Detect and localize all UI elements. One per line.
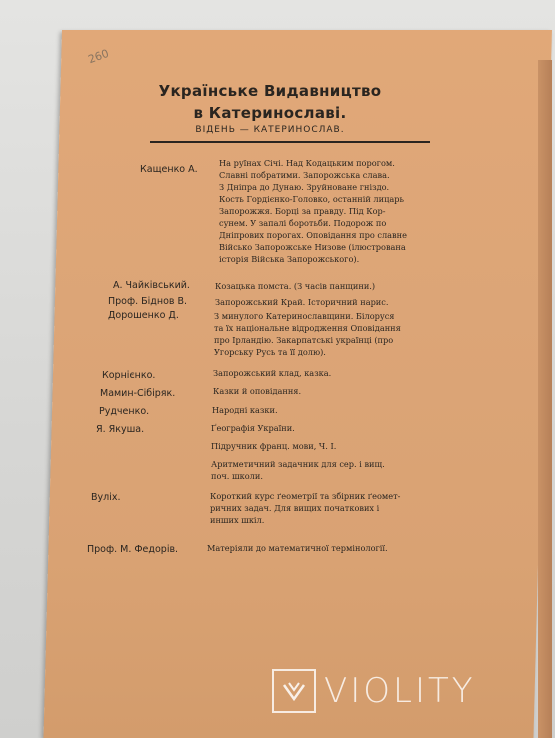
books-mamin-sibiriak: Казки й оповідання. xyxy=(213,386,302,396)
author-mamin-sibiriak: Мамин-Сібіряк. xyxy=(100,388,176,399)
author-korniienko: Корнієнко. xyxy=(102,370,156,381)
books-yakusha: Ґеографія України. Підручник франц. мови, Ч. І. Аритметичний задачник для сер. і вищ. поч. школи. xyxy=(211,423,385,481)
violity-logo-icon xyxy=(272,669,316,713)
publisher-title: Українське Видавництво xyxy=(158,82,382,100)
author-fedoriv: Проф. М. Федорів. xyxy=(87,544,179,555)
author-bidnov: Проф. Біднов В. xyxy=(108,296,188,307)
books-fedoriv: Матеріяли до математичної термінології. xyxy=(207,543,388,553)
books-doroshenko: З минулого Катеринославщини. Білоруся та їх національне відродження Оповідання про Ірландію. Закарпатські українці (про Угорську Русь та її долю). xyxy=(214,311,401,357)
books-rudchenko: Народні казки. xyxy=(212,405,278,415)
author-doroshenko: Дорошенко Д. xyxy=(108,310,179,321)
books-vulikh: Короткий курс ґеометрії та збірник ґеомет- ричних задач. Для вищих початкових і инших шкіл. xyxy=(210,491,401,525)
book-cover xyxy=(43,30,552,738)
book-spine xyxy=(538,60,552,738)
header-divider xyxy=(150,141,430,143)
books-kashchenko: На руїнах Січі. Над Кодацьким порогом. Славні побратими. Запорожська слава. З Дніпра до Дунаю. Зруйноване гніздо. Кость Гордієнко-Головко, останній лицарь Запорожжя. Борці за правду. Під Кор- сунем. У запалі боротьби. Подорож по Дніпрових порогах. Оповідання про славне Військо Запорожське Низове (ілюстрована історія Війська Запорожського). xyxy=(219,158,407,264)
author-vulikh: Вуліх. xyxy=(91,492,121,503)
pencil-mark: 260 xyxy=(86,46,111,67)
author-yakusha: Я. Якуша. xyxy=(96,424,145,435)
books-bidnov: Запорожський Край. Історичний нарис. xyxy=(215,297,389,307)
books-chaikivskyi: Козацька помста. (З часів панщини.) xyxy=(215,281,376,291)
publisher-locations: ВІДЕНЬ — КАТЕРИНОСЛАВ. xyxy=(195,125,345,135)
author-chaikivskyi: А. Чайківський. xyxy=(113,280,190,291)
watermark xyxy=(272,666,542,716)
books-korniienko: Запорожський клад, казка. xyxy=(213,368,332,378)
author-rudchenko: Рудченко. xyxy=(99,406,150,417)
watermark-text: VIOLITY xyxy=(324,671,476,711)
author-kashchenko: Кащенко А. xyxy=(140,164,198,175)
publisher-city: в Катеринославі. xyxy=(193,104,347,122)
